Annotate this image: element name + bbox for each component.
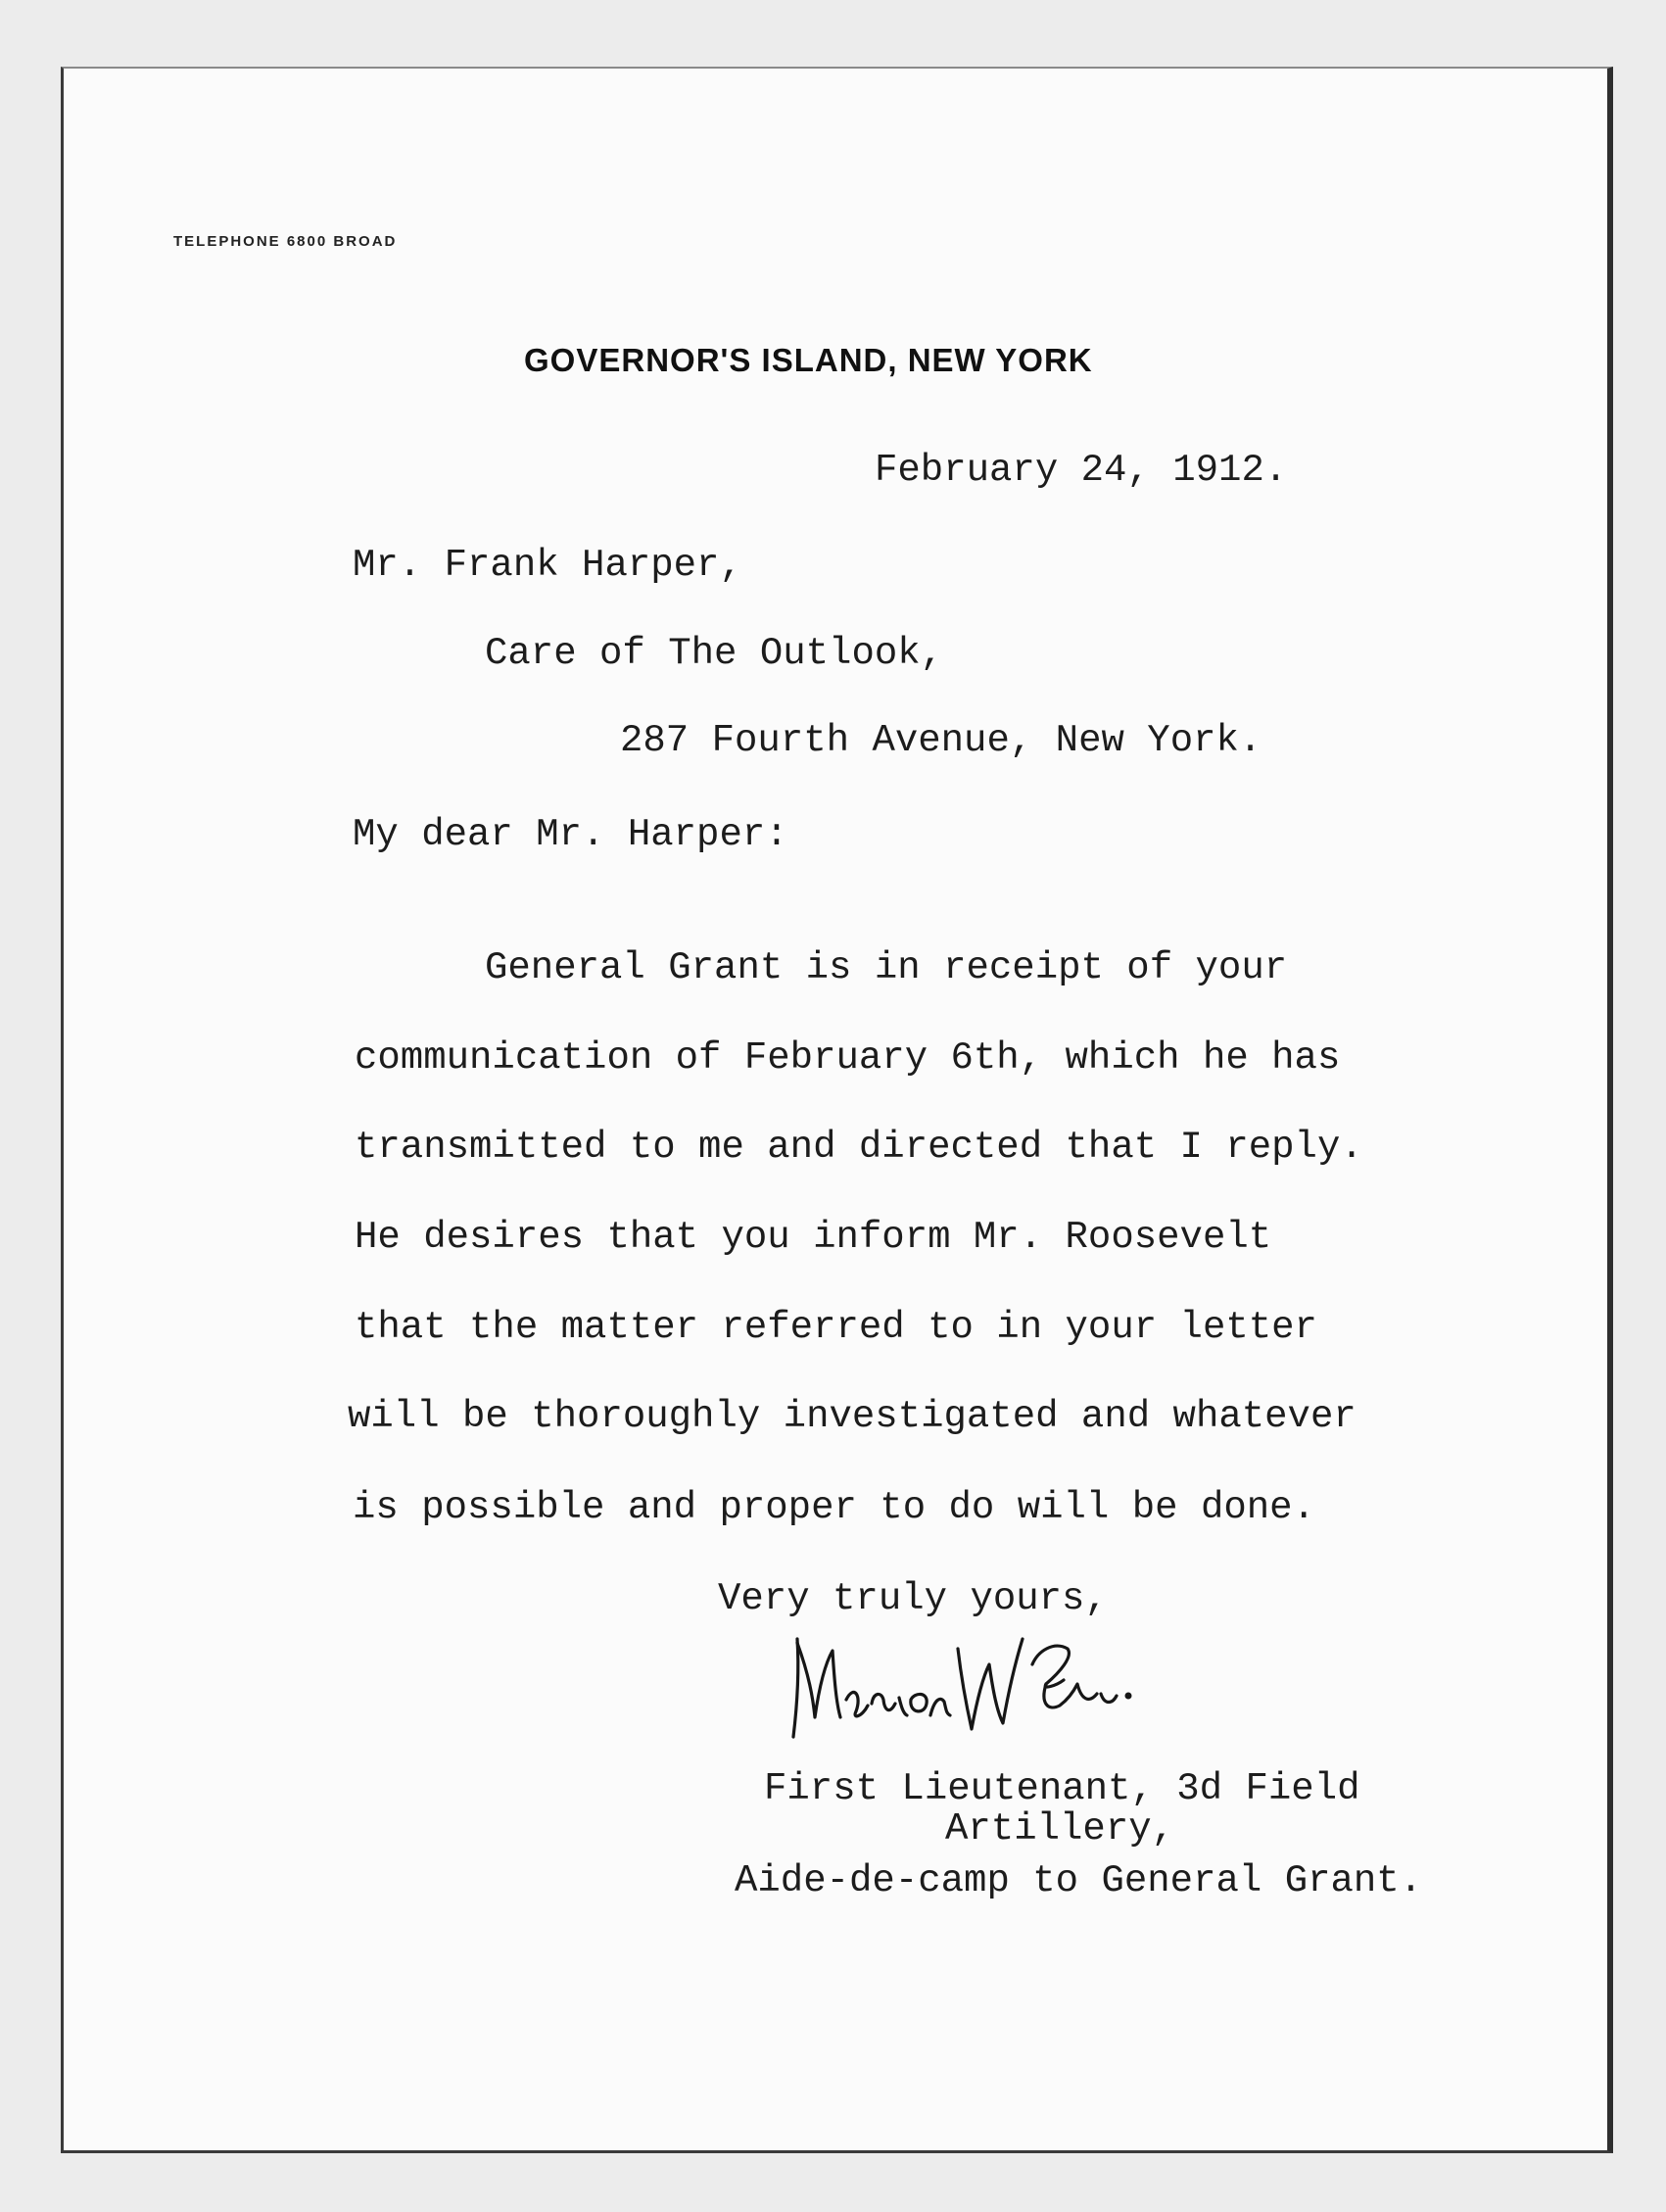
recipient-name: Mr. Frank Harper, bbox=[353, 544, 742, 587]
signatory-title-2: Artillery, bbox=[945, 1807, 1175, 1851]
signatory-title-3: Aide-de-camp to General Grant. bbox=[735, 1859, 1423, 1902]
recipient-address: 287 Fourth Avenue, New York. bbox=[620, 719, 1262, 762]
signatory-title-1: First Lieutenant, 3d Field bbox=[764, 1767, 1360, 1810]
body-line: transmitted to me and directed that I reply. bbox=[355, 1126, 1363, 1169]
salutation: My dear Mr. Harper: bbox=[353, 813, 788, 856]
body-line: will be thoroughly investigated and whatever bbox=[348, 1395, 1357, 1438]
letterhead-title: GOVERNOR'S ISLAND, NEW YORK bbox=[524, 342, 1093, 378]
body-line: General Grant is in receipt of your bbox=[485, 946, 1288, 989]
body-line: is possible and proper to do will be done. bbox=[353, 1486, 1315, 1529]
letter-date: February 24, 1912. bbox=[875, 449, 1288, 492]
handwritten-signature bbox=[784, 1621, 1136, 1749]
recipient-care-of: Care of The Outlook, bbox=[485, 632, 944, 675]
closing: Very truly yours, bbox=[718, 1577, 1108, 1620]
letter-sheet bbox=[61, 67, 1613, 2153]
body-line: communication of February 6th, which he has bbox=[355, 1036, 1341, 1080]
body-line: that the matter referred to in your letter bbox=[355, 1306, 1317, 1349]
body-line: He desires that you inform Mr. Roosevelt bbox=[355, 1216, 1272, 1259]
telephone-line: TELEPHONE 6800 BROAD bbox=[173, 233, 398, 250]
